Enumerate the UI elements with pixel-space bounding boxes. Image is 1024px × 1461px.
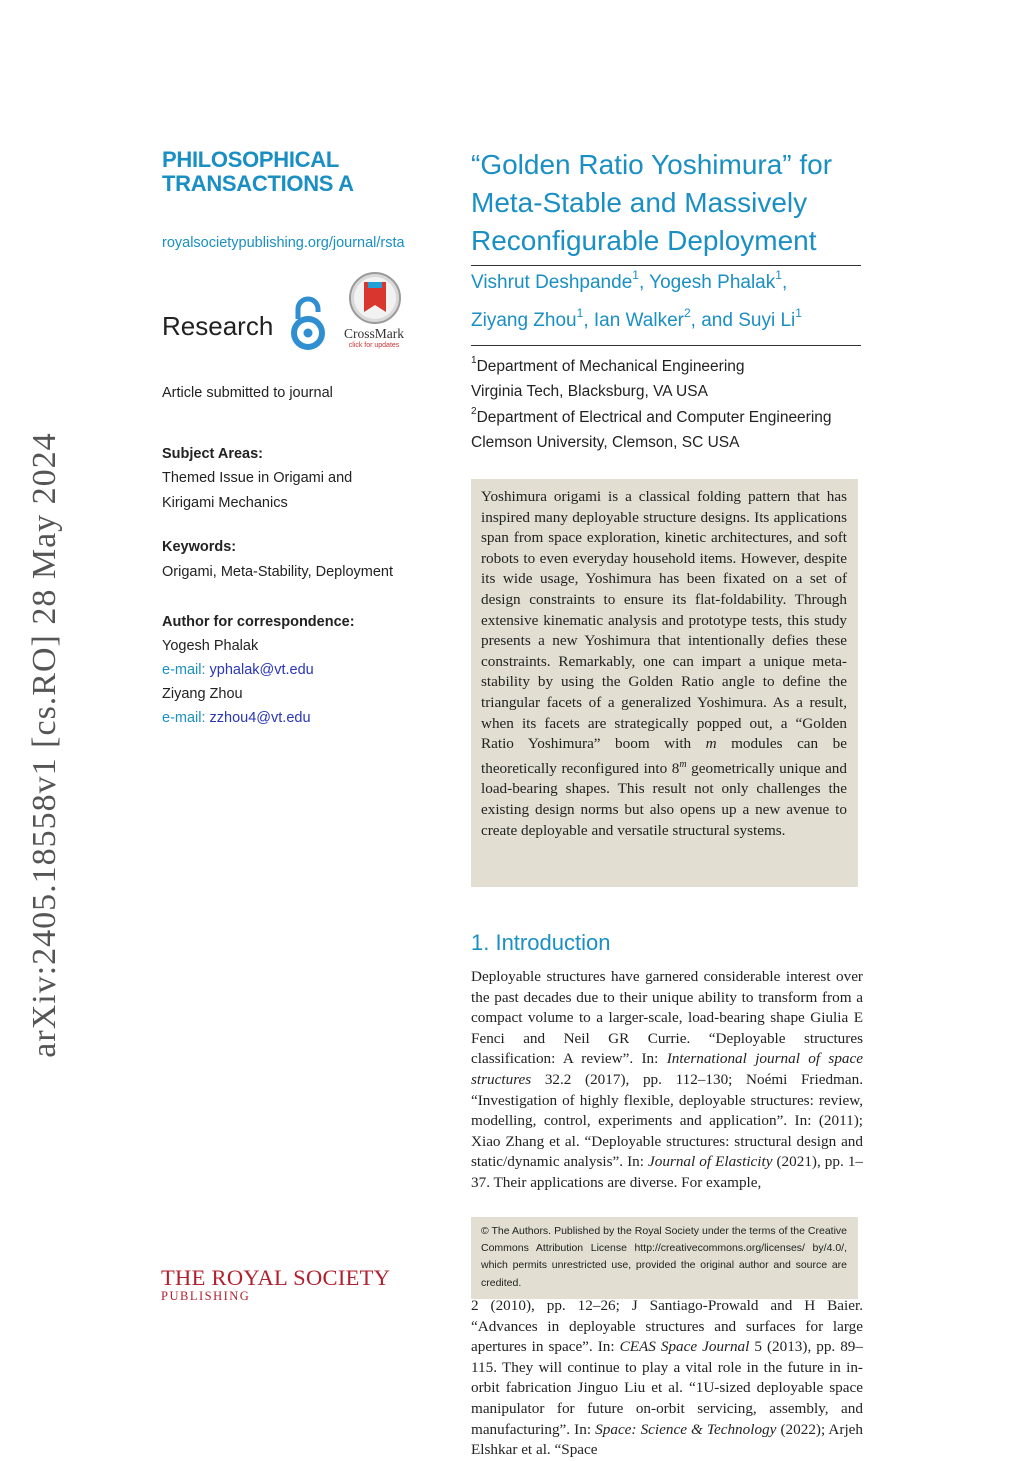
crossmark-sublabel: click for updates	[348, 342, 400, 349]
author-separator: ,	[781, 272, 788, 293]
subject-areas-line1: Themed Issue in Origami and	[162, 470, 353, 486]
paper-title-line3: Reconfigurable Deployment	[471, 225, 817, 256]
math-exponent-m: m	[679, 758, 687, 770]
journal-name	[162, 148, 422, 196]
publisher-logo: THE ROYAL SOCIETY	[161, 1265, 391, 1290]
open-access-icon	[289, 295, 327, 351]
publisher-logo-sub: PUBLISHING	[161, 1289, 251, 1303]
author-affil-mark: 1	[795, 306, 802, 320]
author-name: Vishrut Deshpande	[471, 272, 633, 293]
author-affil-mark: 1	[632, 268, 639, 282]
author-name: , Yogesh Phalak	[638, 272, 776, 293]
correspondent-email-row	[162, 662, 314, 678]
subject-areas-heading: Subject Areas:	[162, 446, 263, 462]
journal-citation: Space: Science & Technology	[595, 1420, 777, 1438]
journal-citation: Journal of Elasticity	[647, 1153, 773, 1171]
correspondent-name: Yogesh Phalak	[162, 638, 259, 654]
email-label: e-mail:	[162, 662, 210, 678]
author-affil-mark: 1	[775, 268, 782, 282]
correspondent-email-row	[162, 710, 311, 726]
journal-url-link[interactable]: royalsocietypublishing.org/journal/rsta	[162, 235, 405, 251]
affiliation-place: Clemson University, Clemson, SC USA	[471, 434, 740, 451]
submission-note: Article submitted to journal	[162, 385, 333, 401]
author-name: , and Suyi Li	[690, 310, 796, 331]
journal-citation: International journal of space structures	[471, 1050, 863, 1088]
intro-paragraph-1: Deployable structures have garnered considerable interest over the past decades due to their unique ability to transform from a compact volume to a larger-scale, load-bearing shape Giulia E Fenci and Neil GR Currie. “Deployable structures classification: A review”. In: International journal of space structures 32.2 (2017), pp. 112–130; Noémi Friedman. “Investigation of highly flexible, deployable structures: review, modelling, control, experiments and application”. In: (2011); Xiao Zhang et al. “Deployable structures: structural design and static/dynamic analysis”. In: Journal of Elasticity (2021), pp. 1–37. Their applications are diverse. For example,	[471, 968, 864, 1191]
authors-line2	[471, 306, 871, 332]
abstract-text: Yoshimura origami is a classical folding pattern that has inspired many deployable structure designs. Its applications span from space exploration, kinetic architectures, and soft robots to even everyday household items. However, despite its wide usage, Yoshimura has been fixated on a set of design constraints to ensure its flat-foldability. Through extensive kinematic analysis and prototype tests, this study presents a new Yoshimura that intentionally defies these constraints. Remarkably, one can impart a unique meta-stability by using the Golden Ratio angle to define the triangular facets of a generalized Yoshimura. As a result, when its facets are strategically popped out, a “Golden Ratio Yoshimura” boom with m modules can be theoretically reconfigured into 8$^m$ geometrically unique and load-bearing shapes. This result not only challenges the existing design norms but also opens up a new avenue to create deployable and versatile structural systems.	[481, 488, 847, 839]
section-heading-introduction: 1. Introduction	[471, 930, 611, 955]
email-label: e-mail:	[162, 710, 210, 726]
author-name: Ziyang Zhou	[471, 310, 577, 331]
authors-line1	[471, 268, 871, 294]
intro-paragraph-2: 2 (2010), pp. 12–26; J Santiago-Prowald and H Baier. “Advances in deployable structures and surfaces for large apertures in space”. In: CEAS Space Journal 5 (2013), pp. 89–115. They will continue to play a vital role in the future in in-orbit fabrication Jinguo Liu et al. “1U-sized deployable space manipulator for future on-orbit servicing, assembly, and manufacturing”. In: Space: Science & Technology (2022); Arjeh Elshkar et al. “Space	[471, 1297, 864, 1459]
section-label: Research	[162, 311, 274, 341]
email-link[interactable]: zzhou4@vt.edu	[209, 710, 311, 726]
journal-citation: CEAS Space Journal	[619, 1338, 750, 1356]
crossmark-label: CrossMark	[344, 326, 404, 341]
affiliation-dept: $^1$Department of Mechanical Engineering	[471, 355, 745, 376]
correspondent-name: Ziyang Zhou	[162, 686, 243, 702]
title-rule-bottom	[471, 345, 861, 346]
affiliation-dept: $^2$Department of Electrical and Computer Engineering	[471, 406, 832, 427]
subject-areas-line2: Kirigami Mechanics	[162, 495, 288, 511]
author-name: , Ian Walker	[583, 310, 684, 331]
paper-title-line2: Meta-Stable and Massively	[471, 187, 808, 218]
affiliation-place: Virginia Tech, Blacksburg, VA USA	[471, 383, 708, 400]
math-m: m	[705, 735, 717, 753]
paper-title-line1: “Golden Ratio Yoshimura” for	[471, 149, 833, 180]
title-rule-top	[471, 265, 861, 266]
affiliation-mark: 2	[471, 406, 477, 417]
keywords-text: Origami, Meta-Stability, Deployment	[162, 564, 394, 580]
paper-title	[471, 146, 871, 260]
correspondence-heading: Author for correspondence:	[162, 614, 355, 630]
affiliation-mark: 1	[471, 355, 477, 366]
license-text: © The Authors. Published by the Royal Society under the terms of the Creative Commons Attribution License http://creativecommons.org/licenses/ by/4.0/, which permits unrestricted use, provided the original author and source are credited.	[481, 1225, 847, 1289]
journal-name-line1: PHILOSOPHICAL	[162, 147, 339, 172]
keywords-heading: Keywords:	[162, 539, 237, 555]
author-affil-mark: 2	[683, 306, 691, 320]
email-link[interactable]: yphalak@vt.edu	[209, 662, 314, 678]
journal-name-line2: TRANSACTIONS A	[162, 171, 354, 196]
arxiv-identifier: arXiv:2405.18558v1 [cs.RO] 28 May 2024	[26, 432, 63, 1058]
author-affil-mark: 1	[576, 306, 584, 320]
